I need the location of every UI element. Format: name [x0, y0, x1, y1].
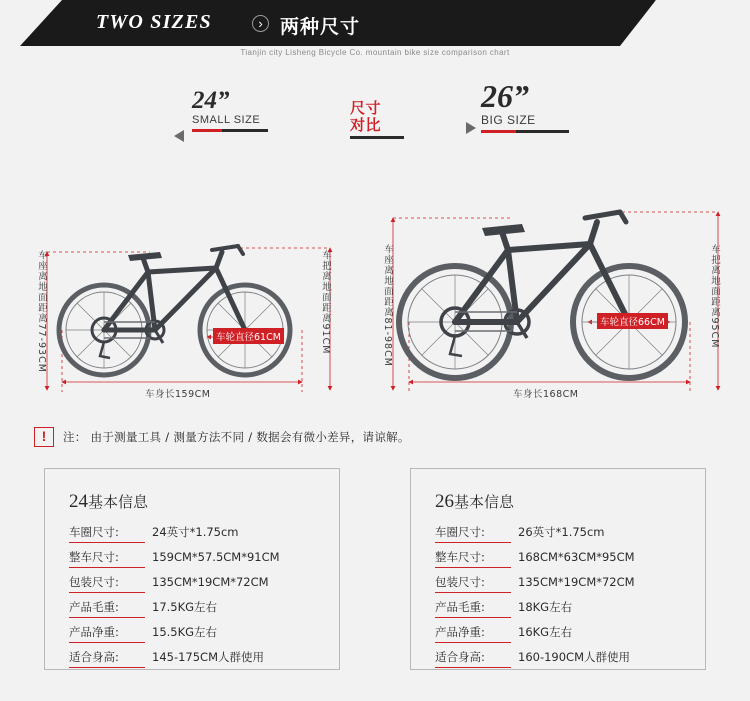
- big-wheel-diameter-tag: 车轮直径66CM: [597, 313, 668, 329]
- info-row: [435, 574, 691, 599]
- info-card-26-title: [435, 491, 514, 513]
- chevron-right-icon: ›: [252, 15, 269, 32]
- info-row-key: 适合身高:: [69, 649, 145, 668]
- info-row: [435, 549, 691, 574]
- info-row-value: 26英寸*1.75cm: [518, 525, 605, 539]
- info-row-value: 18KG左右: [518, 600, 573, 614]
- info-row-value: 160-190CM人群使用: [518, 650, 631, 664]
- header-subtitle: Tianjin city Lisheng Bicycle Co. mountain bike size comparison chart: [240, 48, 510, 57]
- info-row: [435, 524, 691, 549]
- info-card-24-rows: [69, 524, 325, 674]
- info-card-24-title-number: 24: [69, 491, 88, 512]
- info-row-key: 产品净重:: [435, 624, 511, 643]
- disclaimer-note: [34, 421, 724, 453]
- small-body-length-label: 车身长159CM: [145, 389, 211, 400]
- small-wheel-diameter-tag: 车轮直径61CM: [213, 328, 284, 344]
- info-row: [435, 599, 691, 624]
- info-row: [69, 599, 325, 624]
- info-row-value: 135CM*19CM*72CM: [518, 575, 635, 589]
- badge-big-label: BIG SIZE: [481, 113, 536, 127]
- info-row-value: 16KG左右: [518, 625, 573, 639]
- info-card-26: [410, 468, 706, 670]
- info-row-value: 168CM*63CM*95CM: [518, 550, 635, 564]
- info-row: [435, 624, 691, 649]
- info-row-key: 适合身高:: [435, 649, 511, 668]
- info-row-value: 24英寸*1.75cm: [152, 525, 239, 539]
- big-seat-height-label: 车座离地面距离81-98CM: [382, 244, 393, 367]
- info-card-26-rows: [435, 524, 691, 674]
- info-row-value: 145-175CM人群使用: [152, 650, 265, 664]
- info-row-key: 包装尺寸:: [69, 574, 145, 593]
- info-row-key: 产品净重:: [69, 624, 145, 643]
- info-card-26-title-number: 26: [435, 491, 454, 512]
- info-row-key: 产品毛重:: [69, 599, 145, 618]
- info-row-key: 车圈尺寸:: [435, 524, 511, 543]
- info-card-24-title: [69, 491, 148, 513]
- info-row: [69, 624, 325, 649]
- info-row: [69, 649, 325, 674]
- info-row-value: 159CM*57.5CM*91CM: [152, 550, 280, 564]
- header-title-cn: 两种尺寸: [280, 16, 361, 38]
- compare-line-2: 对比: [350, 116, 382, 134]
- disclaimer-text: 注： 由于测量工具 / 测量方法不同 / 数据会有微小差异，请谅解。: [63, 430, 410, 444]
- info-row-value: 135CM*19CM*72CM: [152, 575, 269, 589]
- info-row-key: 整车尺寸:: [69, 549, 145, 568]
- info-row-key: 产品毛重:: [435, 599, 511, 618]
- info-card-24-title-text: 基本信息: [88, 493, 149, 511]
- header-title-en: TWO SIZES: [96, 11, 212, 33]
- warning-icon: !: [34, 427, 54, 447]
- compare-line-1: 尺寸: [350, 99, 382, 117]
- small-seat-height-label: 车座离地面距离77-93CM: [36, 250, 47, 373]
- info-row: [69, 574, 325, 599]
- info-row-key: 整车尺寸:: [435, 549, 511, 568]
- info-row-value: 15.5KG左右: [152, 625, 218, 639]
- info-row: [435, 649, 691, 674]
- info-card-26-title-text: 基本信息: [454, 493, 515, 511]
- badge-small-number: 24”: [192, 87, 230, 114]
- info-row-key: 包装尺寸:: [435, 574, 511, 593]
- small-handlebar-height-label: 车把离地面距离91CM: [320, 250, 331, 355]
- big-handlebar-height-label: 车把离地面距离95CM: [709, 244, 720, 349]
- info-row-key: 车圈尺寸:: [69, 524, 145, 543]
- badge-small-label: SMALL SIZE: [192, 114, 261, 126]
- info-row: [69, 524, 325, 549]
- info-row: [69, 549, 325, 574]
- info-card-24: [44, 468, 340, 670]
- badge-big-number: 26”: [481, 78, 529, 114]
- info-row-value: 17.5KG左右: [152, 600, 218, 614]
- big-body-length-label: 车身长168CM: [513, 389, 579, 400]
